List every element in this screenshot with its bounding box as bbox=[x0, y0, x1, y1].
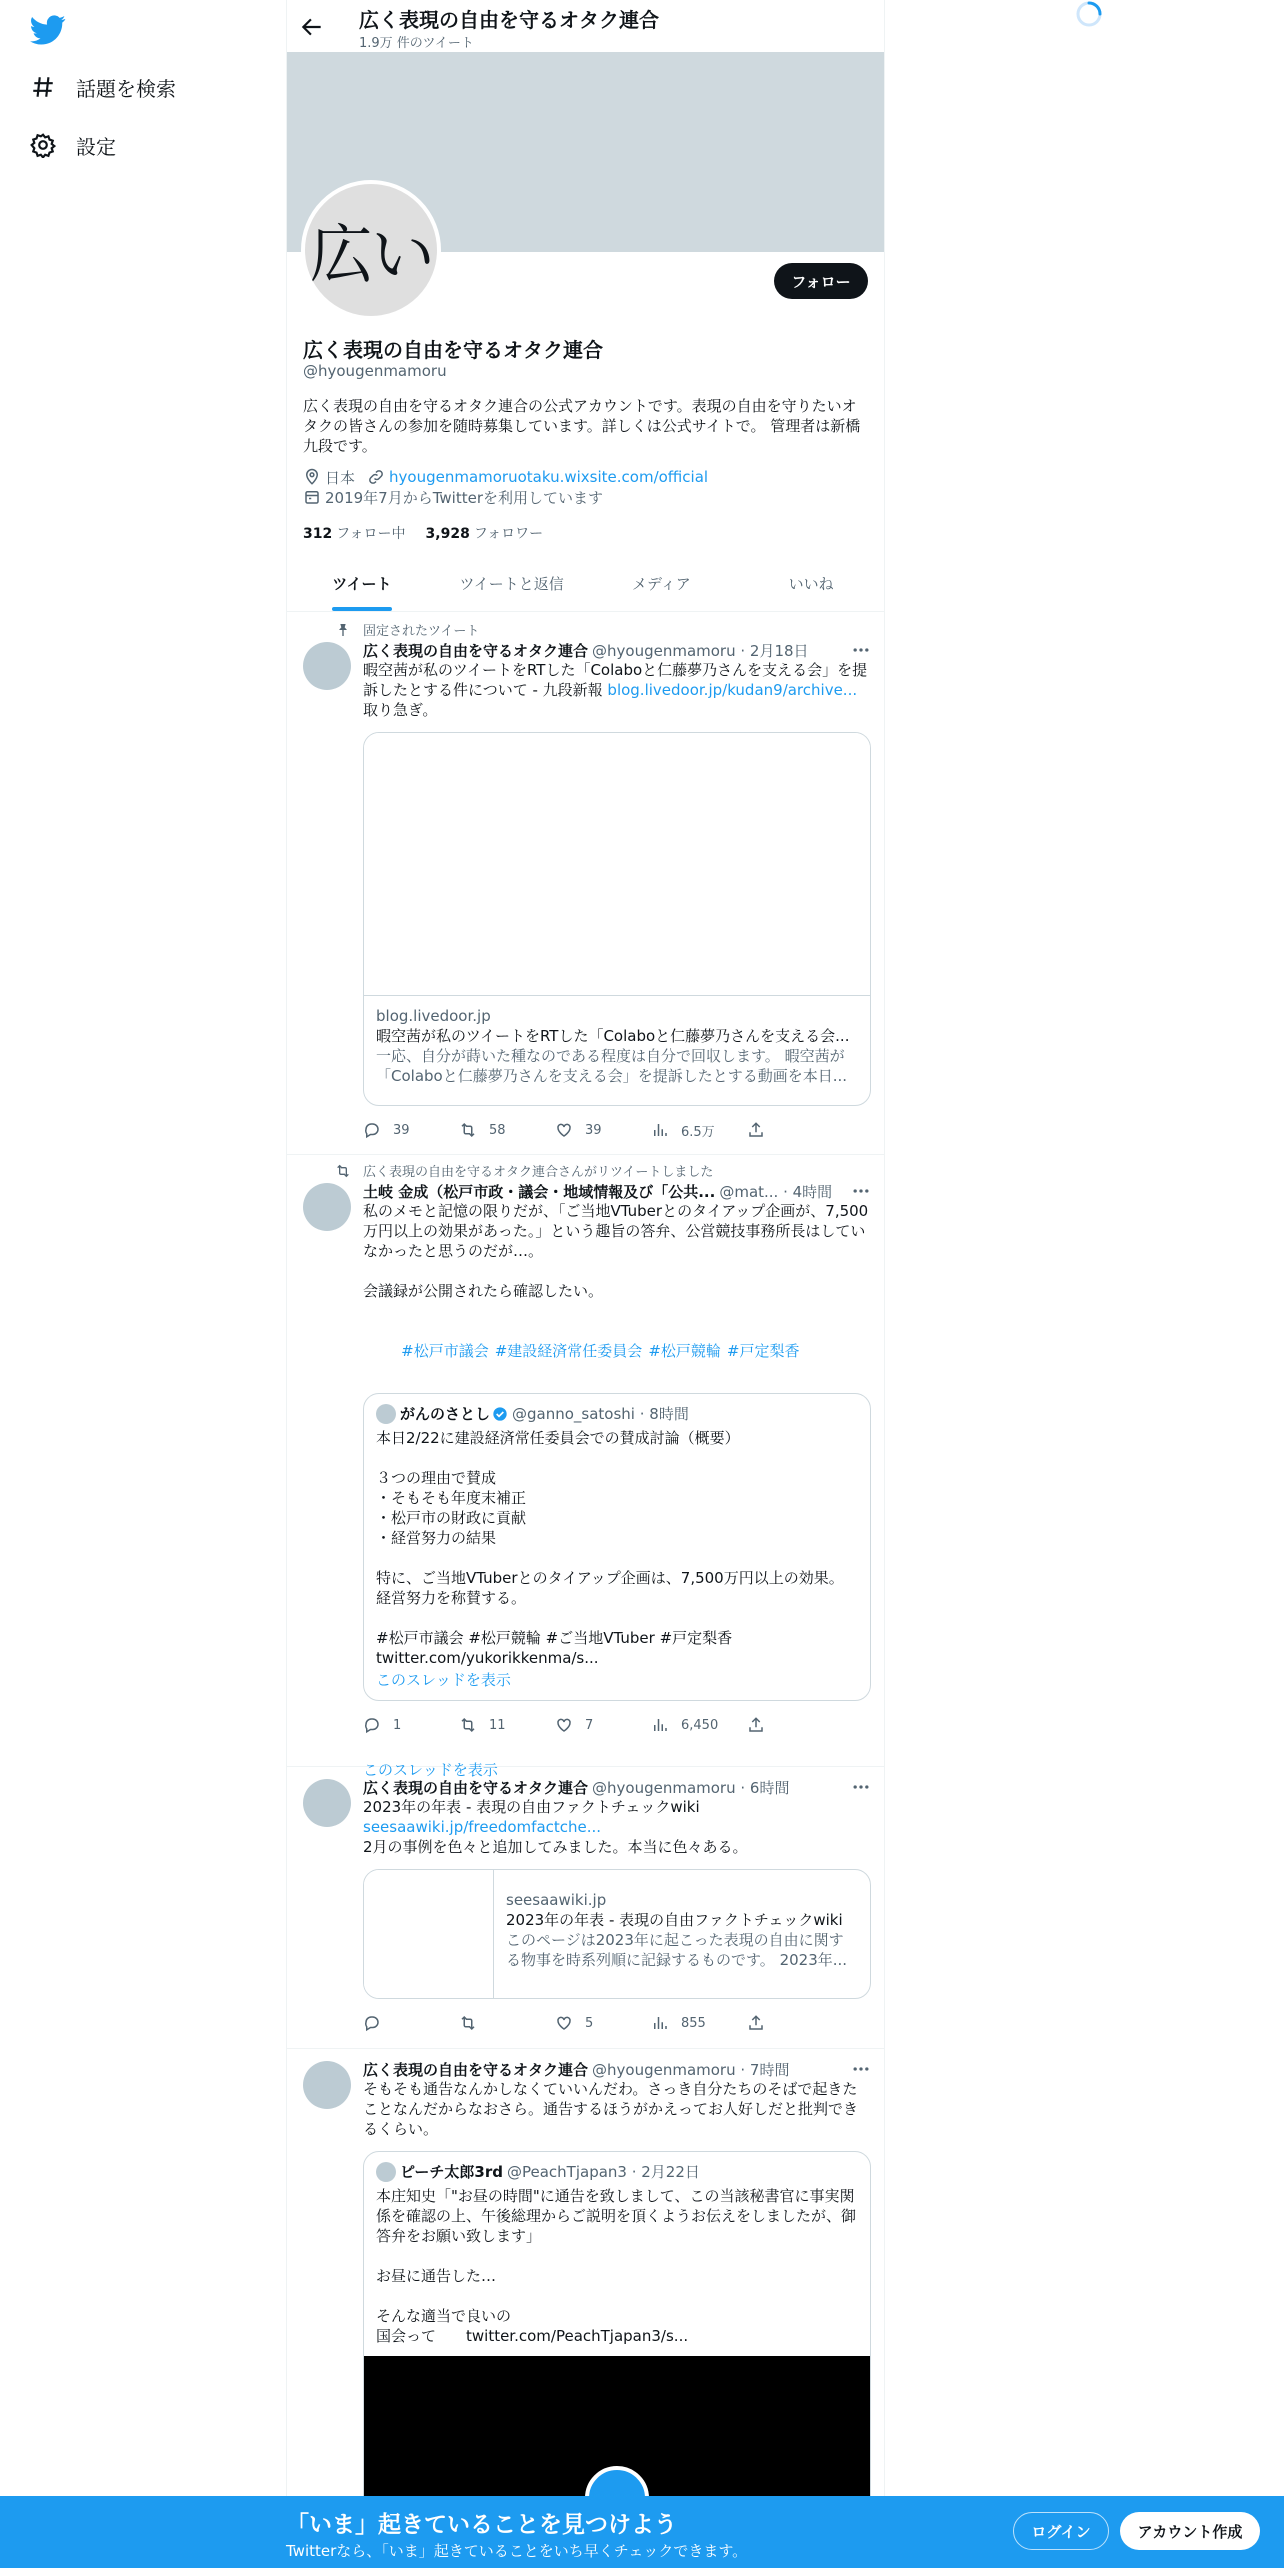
retweet-icon bbox=[459, 2014, 477, 2032]
tweet-actions bbox=[363, 1715, 871, 1735]
quote-handle-time: @PeachTjapan3 · 2月22日 bbox=[506, 2163, 700, 2181]
profile-meta bbox=[303, 467, 871, 507]
tweet-avatar[interactable] bbox=[303, 1779, 351, 1827]
link-icon bbox=[367, 468, 385, 486]
quote-video[interactable] bbox=[364, 2356, 870, 2500]
tweet-body bbox=[363, 2059, 871, 2500]
tweet-avatar[interactable] bbox=[303, 642, 351, 690]
card-image bbox=[364, 1870, 494, 1999]
card-text bbox=[494, 1870, 870, 1998]
profile-avatar[interactable] bbox=[301, 180, 441, 320]
gear-icon bbox=[30, 132, 56, 158]
tweet-count: 1.9万 件のツイート bbox=[359, 36, 474, 51]
author-name[interactable]: 広く表現の自由を守るオタク連合 bbox=[363, 1778, 589, 1797]
signup-banner bbox=[0, 2496, 1284, 2568]
login-button[interactable]: ログイン bbox=[1013, 2512, 1109, 2550]
quote-avatar bbox=[376, 2162, 396, 2182]
reply-icon bbox=[363, 2014, 381, 2032]
tweet[interactable] bbox=[287, 2049, 885, 2500]
reply-button[interactable] bbox=[363, 2014, 459, 2032]
card-desc: 一応、自分が蒔いた種なのである程度は自分で回収します。 暇空茜が「Colaboと仁藤夢乃さんを支える会」を提訴したとする動画を本日... bbox=[376, 1047, 848, 1085]
tweet-body bbox=[363, 1777, 871, 2033]
quote-avatar bbox=[376, 1404, 396, 1424]
joined-text: 2019年7月からTwitterを利用しています bbox=[325, 488, 603, 507]
like-button[interactable]: 39 bbox=[555, 1121, 651, 1139]
share-button[interactable] bbox=[747, 2014, 843, 2032]
left-nav bbox=[0, 0, 286, 2500]
views-button[interactable]: 6,450 bbox=[651, 1716, 747, 1734]
quote-tweet[interactable] bbox=[363, 2151, 871, 2500]
tab-tweets[interactable]: ツイート bbox=[287, 556, 437, 611]
author-name[interactable]: 土岐 金成（松戸市政・議会・地域情報及び「公共... bbox=[363, 1182, 716, 1201]
quote-handle-time: @ganno_satoshi · 8時間 bbox=[512, 1405, 689, 1423]
tweet-header bbox=[363, 2059, 871, 2079]
more-icon[interactable] bbox=[851, 640, 871, 660]
retweet-button[interactable]: 11 bbox=[459, 1716, 555, 1734]
tweet-text-2: 取り急ぎ。 bbox=[363, 701, 438, 719]
location-pin-icon bbox=[303, 468, 321, 486]
card-title: 2023年の年表 - 表現の自由ファクトチェックwiki bbox=[506, 1911, 843, 1929]
profile-name: 広く表現の自由を守るオタク連合 bbox=[303, 338, 603, 362]
views-icon bbox=[651, 1121, 669, 1139]
banner-subtitle: Twitterなら、「いま」起きていることをいち早くチェックできます。 bbox=[286, 2542, 748, 2560]
handle-time[interactable]: @hyougenmamoru · 7時間 bbox=[592, 2060, 790, 2079]
share-icon bbox=[747, 1716, 765, 1734]
tweet-actions bbox=[363, 2013, 871, 2033]
share-button[interactable] bbox=[747, 1716, 843, 1734]
quote-thread-link[interactable]: このスレッドを表示 bbox=[376, 1671, 511, 1689]
loading-spinner-icon bbox=[1075, 0, 1103, 28]
more-icon[interactable] bbox=[851, 1181, 871, 1201]
nav-explore[interactable] bbox=[30, 67, 176, 107]
profile-handle: @hyougenmamoru bbox=[303, 362, 447, 380]
retweet-button[interactable] bbox=[459, 2014, 555, 2032]
play-button-icon[interactable] bbox=[585, 2466, 649, 2500]
card-domain: blog.livedoor.jp bbox=[376, 1007, 491, 1025]
following-link[interactable]: 312 フォロー中 bbox=[303, 526, 406, 542]
tweet-text: 私のメモと記憶の限りだが、「ご当地VTuberとのタイアップ企画が、7,500万円以上の効果があった。」という趣旨の答弁、公営競技事務所長はしていなかったと思うのだが…。 会議録が公開されたら確認したい。 bbox=[363, 1202, 869, 1300]
location-text: 日本 bbox=[325, 468, 356, 487]
handle-time[interactable]: @hyougenmamoru · 2月18日 bbox=[592, 641, 809, 660]
pinned-context: 固定されたツイート bbox=[335, 620, 479, 639]
tab-media[interactable]: メディア bbox=[631, 575, 691, 593]
tab-likes[interactable]: いいね bbox=[788, 575, 834, 593]
profile-column bbox=[286, 0, 885, 2500]
follow-counts bbox=[303, 523, 563, 543]
reply-button[interactable]: 1 bbox=[363, 1716, 459, 1734]
signup-button[interactable]: アカウント作成 bbox=[1120, 2512, 1260, 2550]
heart-icon bbox=[555, 1121, 573, 1139]
topbar-title: 広く表現の自由を守るオタク連合 bbox=[359, 8, 659, 32]
calendar-icon bbox=[303, 488, 321, 506]
views-icon bbox=[651, 2014, 669, 2032]
tweet-link[interactable]: blog.livedoor.jp/kudan9/archive... bbox=[607, 681, 858, 699]
follow-button[interactable]: フォロー bbox=[774, 263, 868, 299]
hashtag[interactable]: #松戸市議会 bbox=[401, 1342, 489, 1360]
verified-badge-icon bbox=[492, 1406, 508, 1422]
top-bar bbox=[287, 0, 885, 52]
views-button[interactable]: 6.5万 bbox=[651, 1121, 747, 1140]
card-title: 暇空茜が私のツイートをRTした「Colaboと仁藤夢乃さんを支える会... bbox=[376, 1027, 850, 1045]
quote-header bbox=[376, 2162, 858, 2182]
like-button[interactable]: 5 bbox=[555, 2014, 651, 2032]
back-arrow-icon[interactable] bbox=[299, 14, 325, 40]
views-button[interactable]: 855 bbox=[651, 2014, 747, 2032]
views-icon bbox=[651, 1716, 669, 1734]
reply-icon bbox=[363, 1716, 381, 1734]
quote-text: 本日2/22に建設経済常任委員会での賛成討論（概要） ３つの理由で賛成 ・そもそも年度末補正 ・松戸市の財政に貢献 ・経営努力の結果 特に、ご当地VTuberとのタイアップ企画は、7,500万円以上の効果。 経営努力を称賛する。 #松戸市議会 #松戸競輪 #ご当地VTuber #戸定梨香 twitter.com/yukorikkenma/s... bbox=[376, 1429, 844, 1667]
tweet-body bbox=[363, 1181, 871, 1780]
tweet-text: 暇空茜が私のツイートをRTした「Colaboと仁藤夢乃さんを支える会」を提訴したとする件について - 九段新報 blog.livedoor.jp/kudan9/archive... bbox=[363, 661, 868, 699]
reply-button[interactable]: 39 bbox=[363, 1121, 459, 1139]
heart-icon bbox=[555, 1716, 573, 1734]
retweet-icon bbox=[459, 1716, 477, 1734]
retweet-icon bbox=[335, 1163, 351, 1179]
location bbox=[303, 467, 355, 488]
tab-tweets-replies[interactable]: ツイートと返信 bbox=[459, 575, 564, 593]
retweet-context: 広く表現の自由を守るオタク連合さんがリツイートしました bbox=[335, 1161, 713, 1180]
share-button[interactable] bbox=[747, 1121, 843, 1139]
link-card[interactable] bbox=[363, 1869, 871, 1999]
quote-tweet[interactable] bbox=[363, 1393, 871, 1701]
reply-icon bbox=[363, 1121, 381, 1139]
hashtag[interactable]: #戸定梨香 bbox=[726, 1342, 800, 1360]
more-icon[interactable] bbox=[851, 1777, 871, 1797]
card-text bbox=[364, 996, 870, 1096]
heart-icon bbox=[555, 2014, 573, 2032]
hashtag[interactable]: #建設経済常任委員会 bbox=[494, 1342, 643, 1360]
followers-link[interactable]: 3,928 フォロワー bbox=[425, 526, 544, 542]
tweet-retweeted[interactable] bbox=[287, 1155, 885, 1779]
profile-bio: 広く表現の自由を守るオタク連合の公式アカウントです。表現の自由を守りたいオタクの皆さんの参加を随時募集しています。詳しくは公式サイトで。 管理者は新橋九段です。 bbox=[303, 397, 861, 455]
tweet-link[interactable]: seesaawiki.jp/freedomfactche... bbox=[363, 1818, 602, 1836]
tweet-avatar[interactable] bbox=[303, 1183, 351, 1231]
tweet-avatar[interactable] bbox=[303, 2061, 351, 2109]
hashtag-icon bbox=[30, 74, 56, 100]
banner-title: 「いま」起きていることを見つけよう bbox=[286, 2512, 677, 2538]
tweet-actions bbox=[363, 1120, 871, 1140]
quote-author: がんのさとし bbox=[400, 1405, 491, 1423]
card-domain: seesaawiki.jp bbox=[506, 1891, 607, 1909]
tweet-text: そもそも通告なんかしなくていいんだわ。さっき自分たちのそばで起きたことなんだからなおさら。通告するほうがかえってお人好しだと批判できるくらい。 bbox=[363, 2080, 859, 2138]
tweet-header bbox=[363, 1181, 871, 1201]
joined bbox=[303, 487, 603, 508]
retweet-button[interactable]: 58 bbox=[459, 1121, 555, 1139]
share-icon bbox=[747, 2014, 765, 2032]
tweet-text: 2023年の年表 - 表現の自由ファクトチェックwiki bbox=[363, 1798, 700, 1816]
handle-time[interactable]: @mat... · 4時間 bbox=[719, 1182, 833, 1201]
avatar-text: 広い bbox=[309, 219, 433, 293]
quote-author: ピーチ太郎3rd bbox=[400, 2163, 503, 2181]
website[interactable] bbox=[367, 468, 708, 486]
tweet[interactable] bbox=[287, 1767, 885, 2049]
card-image bbox=[364, 733, 870, 996]
card-desc: このページは2023年に起こった表現の自由に関する物事を時系列順に記録するものです。 2023年... bbox=[506, 1931, 848, 1969]
profile-tabs bbox=[287, 556, 885, 612]
hashtag[interactable]: #松戸競輪 bbox=[648, 1342, 721, 1360]
more-icon[interactable] bbox=[851, 2059, 871, 2079]
retweet-icon bbox=[459, 1121, 477, 1139]
handle-time[interactable]: @hyougenmamoru · 6時間 bbox=[592, 1778, 790, 1797]
pin-icon bbox=[335, 622, 351, 638]
author-name[interactable]: 広く表現の自由を守るオタク連合 bbox=[363, 641, 589, 660]
quote-header bbox=[376, 1404, 858, 1424]
like-button[interactable]: 7 bbox=[555, 1716, 651, 1734]
tweet-body bbox=[363, 640, 871, 1140]
nav-explore-label: 話題を検索 bbox=[76, 76, 176, 101]
twitter-bird-icon[interactable] bbox=[30, 12, 66, 48]
tweet-header bbox=[363, 640, 871, 660]
tweet-text-2: 2月の事例を色々と追加してみました。本当に色々ある。 bbox=[363, 1838, 748, 1856]
author-name[interactable]: 広く表現の自由を守るオタク連合 bbox=[363, 2060, 589, 2079]
hashtags bbox=[363, 1321, 871, 1381]
share-icon bbox=[747, 1121, 765, 1139]
tweet-header bbox=[363, 1777, 871, 1797]
nav-settings-label: 設定 bbox=[76, 134, 116, 159]
quote-text: 本庄知史「"お昼の時間"に通告を致しまして、この当該秘書官に事実関係を確認の上、午後総理からご説明を頂くようお伝えをしましたが、御答弁をお願い致します」 お昼に通告した… そんな適当で良いの 国会って twitter.com/PeachTjapan3/s... bbox=[376, 2187, 857, 2345]
link-card[interactable] bbox=[363, 732, 871, 1106]
show-thread-link[interactable]: このスレッドを表示 bbox=[363, 1761, 498, 1779]
tweet-pinned[interactable] bbox=[287, 612, 885, 1155]
nav-settings[interactable] bbox=[30, 125, 116, 165]
website-link[interactable]: hyougenmamoruotaku.wixsite.com/official bbox=[389, 468, 709, 486]
